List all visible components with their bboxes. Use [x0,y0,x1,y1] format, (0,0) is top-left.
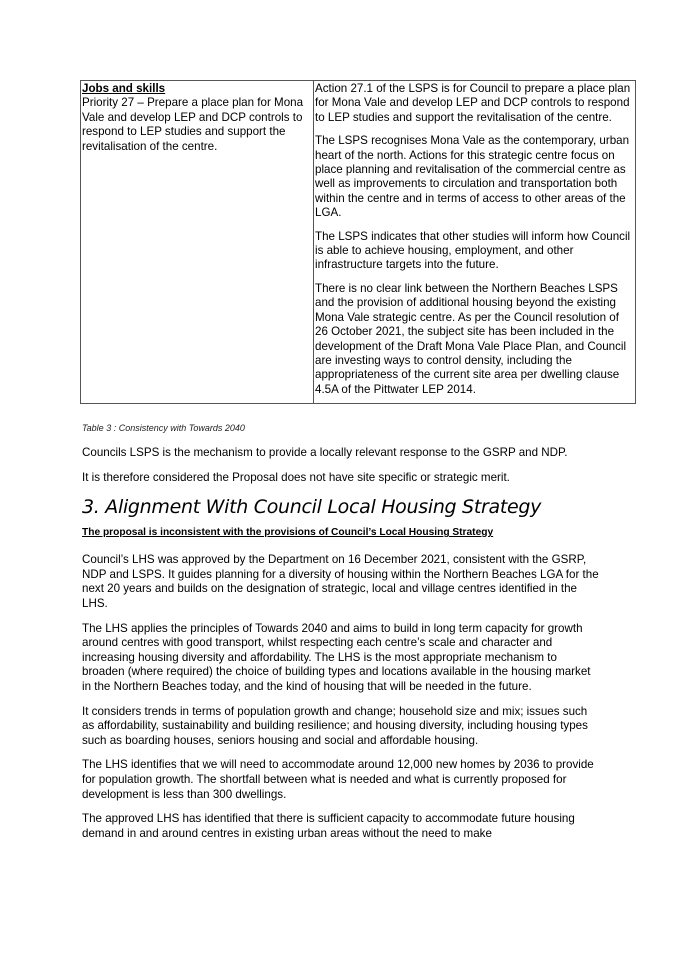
section-paragraph: The LHS identifies that we will need to accommodate around 12,000 new homes by 2036 to provide for population growth. The shortfall between what is needed and what is currently proposed for development is less than 300 dwellings. [82,758,594,801]
table-caption: Table 3 : Consistency with Towards 2040 [82,423,245,433]
table-cell-priority-text: Priority 27 – Prepare a place plan for Mona Vale and develop LEP and DCP controls to respond to LEP studies and support the revitalisation of the centre. [82,96,304,153]
response-paragraph: Action 27.1 of the LSPS is for Council to prepare a place plan for Mona Vale and develop LEP and DCP controls to respond to LEP studies and support the revitalisation of the centre. [315,82,631,124]
intro-paragraph: It is therefore considered the Proposal does not have site specific or strategic merit. [82,470,510,484]
response-paragraph: The LSPS indicates that other studies will inform how Council is able to achieve housing, employment, and other infrastructure targets into the future. [315,229,631,272]
section-title: 3. Alignment With Council Local Housing Strategy [82,496,542,519]
section-paragraph: The approved LHS has identified that there is sufficient capacity to accommodate future housing demand in and around centres in existing urban areas without the need to make [82,812,575,840]
section-subtitle: The proposal is inconsistent with the provisions of Council’s Local Housing Strategy [82,527,494,539]
table-cell-heading: Jobs and skills [82,82,166,95]
table-cell-response [314,81,636,404]
consistency-table [80,80,636,404]
response-paragraph: There is no clear link between the Northern Beaches LSPS and the provision of additional housing beyond the existing Mona Vale strategic centre. As per the Council resolution of 26 October 2021, the subject site has been included in the development of the Draft Mona Vale Place Plan, and Council are investing ways to control density, including the appropriateness of the current site area per dwelling clause 4.5A of the Pittwater LEP 2014. [315,281,627,396]
section-paragraph: The LHS applies the principles of Towards 2040 and aims to build in long term capacity for growth around centres with good transport, whilst respecting each centre’s scale and character and increasing housing diversity and affordability. The LHS is the most appropriate mechanism to broaden (where required) the choice of building types and locations available in the housing market in the Northern Beaches today, and the kind of housing that will be needed in the future. [82,621,591,693]
table-row [81,81,636,404]
body-text [82,446,602,851]
table-cell-priority [81,81,314,404]
section-paragraph: It considers trends in terms of population growth and change; household size and mix; issues such as affordability, sustainability and building resilience; and housing diversity, including housing types such as boarding houses, seniors housing and social and affordable housing. [82,704,588,747]
section-paragraph: Council’s LHS was approved by the Department on 16 December 2021, consistent with the GSRP, NDP and LSPS. It guides planning for a diversity of housing within the Northern Beaches LGA for the next 20 years and builds on the designation of strategic, local and village centres identified in the LHS. [82,553,599,610]
response-paragraph: The LSPS recognises Mona Vale as the contemporary, urban heart of the north. Actions for this strategic centre focus on place planning and revitalisation of the commercial centre as well as improvements to circulation and transportation both within the centre and in terms of access to other areas of the LGA. [315,134,630,220]
intro-paragraph: Councils LSPS is the mechanism to provide a locally relevant response to the GSRP and NDP. [82,446,568,459]
